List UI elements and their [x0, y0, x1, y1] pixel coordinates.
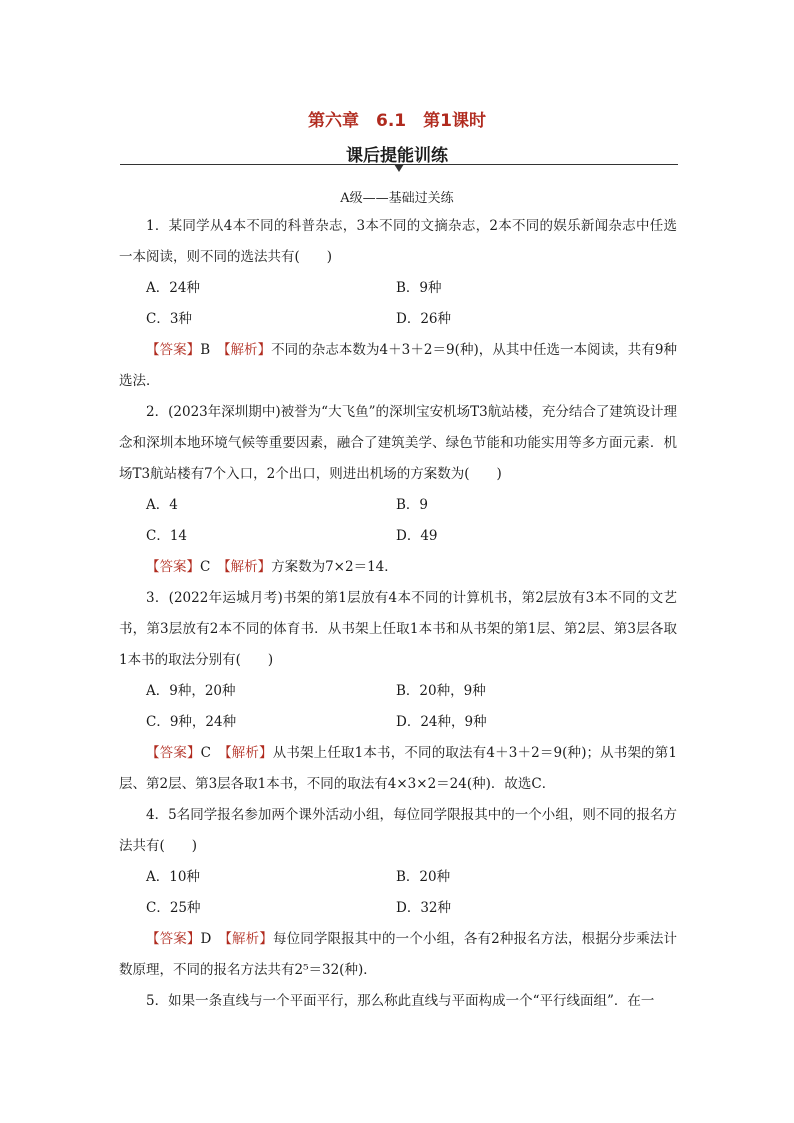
question-stem: 2．(2023年深圳期中)被誉为“大飞鱼”的深圳宝安机场T3航站楼，充分结合了建筑设计理念和深圳本地环境气候等重要因素，融合了建筑美学、绿色节能和功能实用等多方面元素．机场T3航站楼有7个入口，2个出口，则进出机场的方案数为( ): [119, 404, 677, 482]
answer-block: [119, 552, 677, 583]
option-d: D．26种: [396, 311, 452, 327]
question-stem: 4．5名同学报名参加两个课外活动小组，每位同学限报其中的一个小组，则不同的报名方法共有( ): [119, 807, 677, 854]
question-list: [119, 211, 677, 1017]
chapter-heading: 第六章 6.1 第1课时: [308, 111, 486, 131]
section-title: 课后提能训练: [346, 146, 448, 166]
option-c: C．9种，24种: [146, 714, 237, 730]
option-c: C．14: [146, 528, 188, 544]
triangle-marker-icon: [394, 164, 404, 172]
answer-value: D: [200, 931, 212, 947]
question-4: [119, 800, 677, 986]
analysis-text: 方案数为7×2＝14．: [271, 559, 398, 575]
answer-tag: 【答案】: [146, 745, 201, 761]
option-b: B．20种: [396, 869, 451, 885]
question-1: [119, 211, 677, 397]
level-heading: A级——基础过关练: [340, 191, 454, 206]
question-stem: 1．某同学从4本不同的科普杂志，3本不同的文摘杂志，2本不同的娱乐新闻杂志中任选一本阅读，则不同的选法共有( ): [119, 218, 677, 265]
answer-value: C: [200, 745, 211, 761]
options-row: [119, 893, 677, 924]
options-row: [119, 707, 677, 738]
option-a: A．9种，20种: [146, 683, 236, 699]
answer-block: [119, 924, 677, 986]
question-5: [119, 986, 677, 1017]
analysis-tag: 【解析】: [223, 342, 272, 358]
option-d: D．32种: [396, 900, 452, 916]
answer-block: [119, 738, 677, 800]
option-a: A．10种: [146, 869, 200, 885]
option-b: B．20种，9种: [396, 683, 486, 699]
options-row: [119, 676, 677, 707]
answer-value: B: [200, 342, 211, 358]
answer-block: [119, 335, 677, 397]
analysis-text: 从书架上任取1本书，不同的取法有4＋3＋2＝9(种)；从书架的第1层、第2层、第3层各取1本书，不同的取法有4×3×2＝24(种)．故选C．: [119, 745, 678, 792]
analysis-tag: 【解析】: [223, 559, 272, 575]
question-3: [119, 583, 677, 800]
option-b: B．9: [396, 497, 429, 513]
option-a: A．24种: [146, 280, 200, 296]
options-row: [119, 490, 677, 521]
question-stem: 3．(2022年运城月考)书架的第1层放有4本不同的计算机书，第2层放有3本不同的文艺书，第3层放有2本不同的体育书．从书架上任取1本书和从书架的第1层、第2层、第3层各取1本书的取法分别有( ): [119, 590, 677, 668]
question-2: [119, 397, 677, 583]
option-b: B．9种: [396, 280, 442, 296]
answer-value: C: [200, 559, 211, 575]
option-c: C．3种: [146, 311, 192, 327]
option-d: D．49: [396, 528, 438, 544]
option-a: A．4: [146, 497, 178, 513]
analysis-tag: 【解析】: [225, 931, 273, 947]
options-row: [119, 521, 677, 552]
option-c: C．25种: [146, 900, 201, 916]
question-stem: 5．如果一条直线与一个平面平行，那么称此直线与平面构成一个“平行线面组”．在一: [146, 993, 655, 1009]
answer-tag: 【答案】: [146, 559, 200, 575]
option-d: D．24种，9种: [396, 714, 487, 730]
analysis-text: 每位同学限报其中的一个小组，各有2种报名方法，根据分步乘法计数原理，不同的报名方法共有2⁵＝32(种)．: [119, 931, 678, 978]
answer-tag: 【答案】: [146, 931, 201, 947]
analysis-text: 不同的杂志本数为4＋3＋2＝9(种)，从其中任选一本阅读，共有9种选法．: [119, 342, 678, 389]
answer-tag: 【答案】: [146, 342, 201, 358]
analysis-tag: 【解析】: [224, 745, 273, 761]
options-row: [119, 862, 677, 893]
options-row: [119, 273, 677, 304]
options-row: [119, 304, 677, 335]
